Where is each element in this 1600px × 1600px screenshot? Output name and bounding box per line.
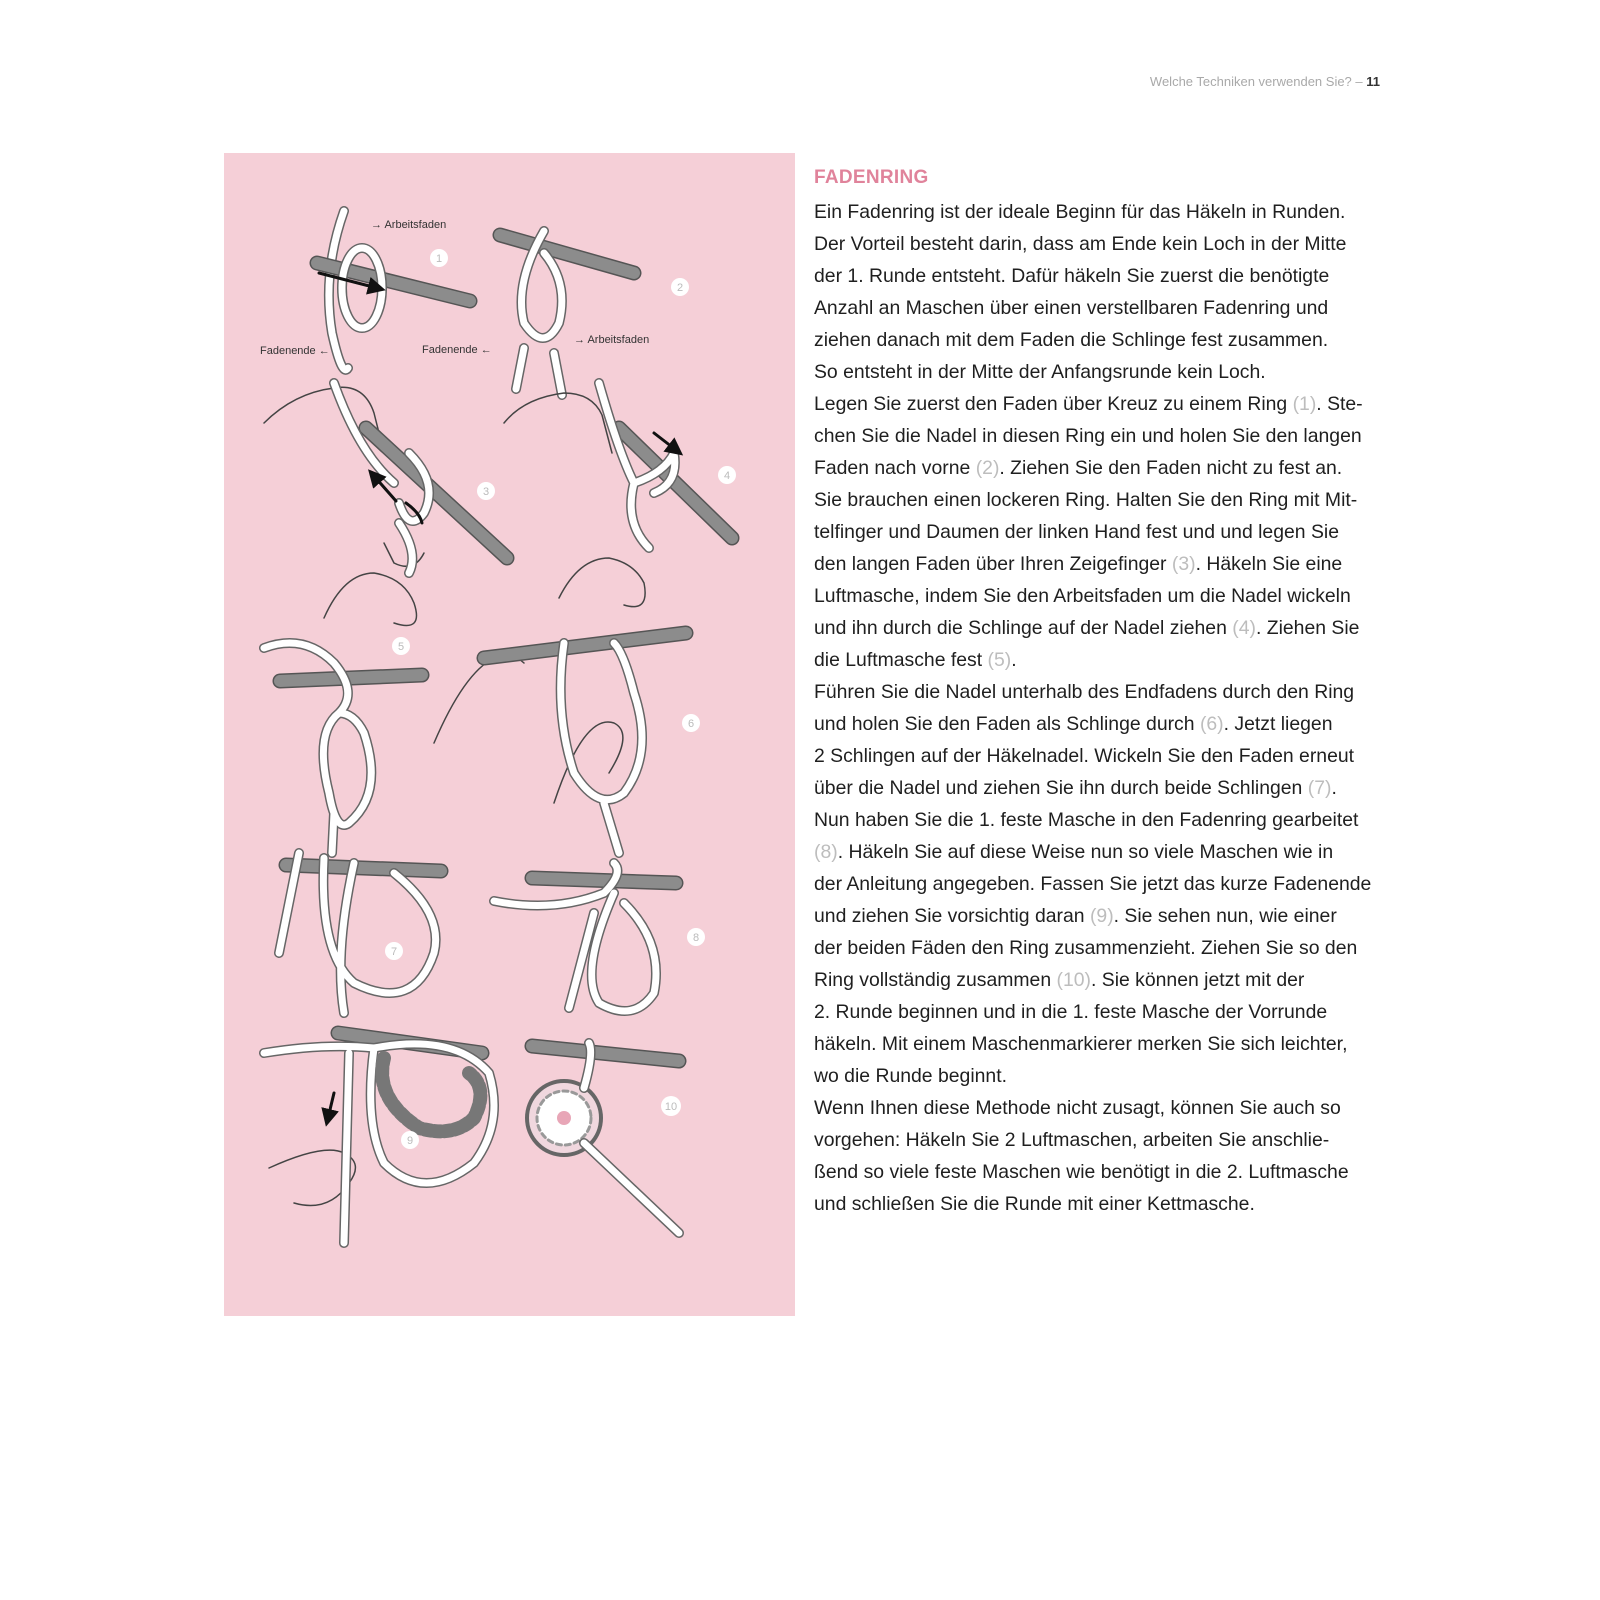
step-reference: (1) [1292, 393, 1317, 415]
text-segment: So entsteht in der Mitte der Anfangsrunde kein Loch. [814, 361, 1266, 383]
text-segment: über die Nadel und ziehen Sie ihn durch beide Schlingen [814, 777, 1308, 799]
step-9-figure [264, 1033, 494, 1243]
text-segment: häkeln. Mit einem Maschenmarkierer merken Sie sich leichter, [814, 1033, 1348, 1055]
body-text [814, 196, 1392, 1220]
text-segment: der 1. Runde entsteht. Dafür häkeln Sie zuerst die benötigte [814, 265, 1330, 287]
step-number-9: 9 [406, 1135, 414, 1147]
step-number-badge-1 [430, 249, 448, 267]
step-reference: (3) [1171, 553, 1196, 575]
text-segment: wo die Runde beginnt. [814, 1065, 1007, 1087]
text-line [814, 676, 1392, 708]
step-number-badge-7 [385, 942, 403, 960]
text-segment: Luftmasche, indem Sie den Arbeitsfaden um die Nadel wickeln [814, 585, 1351, 607]
text-segment: Wenn Ihnen diese Methode nicht zusagt, können Sie auch so [814, 1097, 1341, 1119]
text-line [814, 964, 1392, 996]
text-line [814, 292, 1392, 324]
text-line [814, 772, 1392, 804]
step-number-2: 2 [676, 282, 684, 294]
text-segment: . Ziehen Sie [1255, 617, 1360, 639]
step-reference: (5) [987, 649, 1012, 671]
text-segment: . Ziehen Sie den Faden nicht zu fest an. [999, 457, 1343, 479]
text-line [814, 1028, 1392, 1060]
step-7-figure [279, 853, 441, 1013]
step-8-figure [494, 863, 676, 1011]
text-segment: . Sie sehen nun, wie einer [1113, 905, 1337, 927]
step-reference: (10) [1056, 969, 1091, 991]
text-line [814, 612, 1392, 644]
text-line [814, 708, 1392, 740]
text-segment: . Jetzt liegen [1223, 713, 1333, 735]
text-line [814, 868, 1392, 900]
step-number-badge-10 [661, 1096, 681, 1116]
text-segment: Anzahl an Maschen über einen verstellbaren Fadenring und [814, 297, 1329, 319]
step-number-badge-6 [682, 714, 700, 732]
step-number-6: 6 [687, 718, 695, 730]
label-fadenende-1: Fadenende ← [260, 345, 330, 357]
text-line [814, 932, 1392, 964]
step-reference: (8) [814, 841, 838, 863]
crochet-steps-illustration [224, 153, 795, 1316]
text-line [814, 580, 1392, 612]
text-line [814, 900, 1392, 932]
text-line [814, 1156, 1392, 1188]
text-segment: 2. Runde beginnen und in die 1. feste Masche der Vorrunde [814, 1001, 1328, 1023]
text-column [814, 164, 1392, 1220]
text-line [814, 420, 1392, 452]
step-6-figure [434, 633, 686, 853]
step-reference: (2) [975, 457, 1000, 479]
text-segment: und schließen Sie die Runde mit einer Kettmasche. [814, 1193, 1255, 1215]
step-10-figure [527, 1043, 679, 1233]
text-segment: Der Vorteil besteht darin, dass am Ende kein Loch in der Mitte [814, 233, 1347, 255]
text-line [814, 1092, 1392, 1124]
step-reference: (6) [1199, 713, 1224, 735]
text-segment: die Luftmasche fest [814, 649, 988, 671]
text-segment: Faden nach vorne [814, 457, 976, 479]
step-number-3: 3 [482, 486, 490, 498]
text-segment: der beiden Fäden den Ring zusammenzieht. Ziehen Sie so den [814, 937, 1358, 959]
text-line [814, 1124, 1392, 1156]
text-line [814, 836, 1392, 868]
step-number-10: 10 [664, 1101, 678, 1113]
text-line [814, 324, 1392, 356]
running-header-title: Welche Techniken verwenden Sie? – [1149, 74, 1367, 89]
step-4-figure [504, 383, 732, 607]
step-number-7: 7 [390, 946, 398, 958]
text-line [814, 1060, 1392, 1092]
text-segment: Nun haben Sie die 1. feste Masche in den Fadenring gearbeitet [814, 809, 1359, 831]
text-segment: Sie brauchen einen lockeren Ring. Halten Sie den Ring mit Mit- [814, 489, 1358, 511]
text-segment: telfinger und Daumen der linken Hand fest und und legen Sie [814, 521, 1339, 543]
text-segment: den langen Faden über Ihren Zeigefinger [814, 553, 1172, 575]
step-number-badge-3 [477, 482, 495, 500]
text-segment: und holen Sie den Faden als Schlinge durch [814, 713, 1200, 735]
step-reference: (7) [1307, 777, 1332, 799]
text-segment: Ring vollständig zusammen [814, 969, 1057, 991]
step-2-figure [500, 231, 634, 395]
text-line [814, 548, 1392, 580]
text-segment: und ihn durch die Schlinge auf der Nadel ziehen [814, 617, 1233, 639]
text-segment: 2 Schlingen auf der Häkelnadel. Wickeln Sie den Faden erneut [814, 745, 1355, 767]
label-arbeitsfaden-1: → Arbeitsfaden [371, 219, 447, 231]
text-line [814, 388, 1392, 420]
text-line [814, 804, 1392, 836]
text-line [814, 996, 1392, 1028]
step-number-4: 4 [723, 470, 731, 482]
step-number-5: 5 [397, 641, 405, 653]
step-number-badge-4 [718, 466, 736, 484]
text-line [814, 484, 1392, 516]
text-segment: Führen Sie die Nadel unterhalb des Endfadens durch den Ring [814, 681, 1355, 703]
text-line [814, 1188, 1392, 1220]
text-segment: und ziehen Sie vorsichtig daran [814, 905, 1090, 927]
text-segment: Legen Sie zuerst den Faden über Kreuz zu einem Ring [814, 393, 1293, 415]
text-line [814, 516, 1392, 548]
text-line [814, 644, 1392, 676]
label-fadenende-2: Fadenende ← [422, 344, 492, 356]
step-number-8: 8 [692, 932, 700, 944]
step-number-badge-9 [401, 1131, 419, 1149]
text-segment: ßend so viele feste Maschen wie benötigt in die 2. Luftmasche [814, 1161, 1349, 1183]
text-line [814, 260, 1392, 292]
step-5-figure [264, 643, 422, 853]
text-segment: . Häkeln Sie auf diese Weise nun so viele Maschen wie in [837, 841, 1334, 863]
step-3-figure [264, 383, 507, 626]
running-header [900, 74, 1380, 89]
text-line [814, 196, 1392, 228]
step-number-1: 1 [435, 253, 443, 265]
text-segment: . Häkeln Sie eine [1195, 553, 1343, 575]
text-line [814, 228, 1392, 260]
step-reference: (9) [1089, 905, 1114, 927]
illustration-panel [224, 153, 795, 1316]
text-segment: der Anleitung angegeben. Fassen Sie jetzt das kurze Fadenende [814, 873, 1372, 895]
text-line [814, 452, 1392, 484]
text-segment: vorgehen: Häkeln Sie 2 Luftmaschen, arbeiten Sie anschlie- [814, 1129, 1330, 1151]
text-segment: . Sie können jetzt mit der [1090, 969, 1305, 991]
text-line [814, 740, 1392, 772]
step-reference: (4) [1232, 617, 1256, 639]
section-title: FADENRING [814, 167, 929, 188]
text-segment: chen Sie die Nadel in diesen Ring ein und holen Sie den langen [814, 425, 1362, 447]
page-number: 11 [1366, 74, 1380, 89]
text-segment: ziehen danach mit dem Faden die Schlinge fest zusammen. [814, 329, 1329, 351]
text-segment: . [1331, 777, 1337, 799]
text-segment: . Ste- [1316, 393, 1363, 415]
label-arbeitsfaden-2: → Arbeitsfaden [574, 334, 650, 346]
text-line [814, 356, 1392, 388]
step-number-badge-2 [671, 278, 689, 296]
text-segment: . [1011, 649, 1017, 671]
step-number-badge-8 [687, 928, 705, 946]
text-segment: Ein Fadenring ist der ideale Beginn für das Häkeln in Runden. [814, 201, 1346, 223]
step-number-badge-5 [392, 637, 410, 655]
